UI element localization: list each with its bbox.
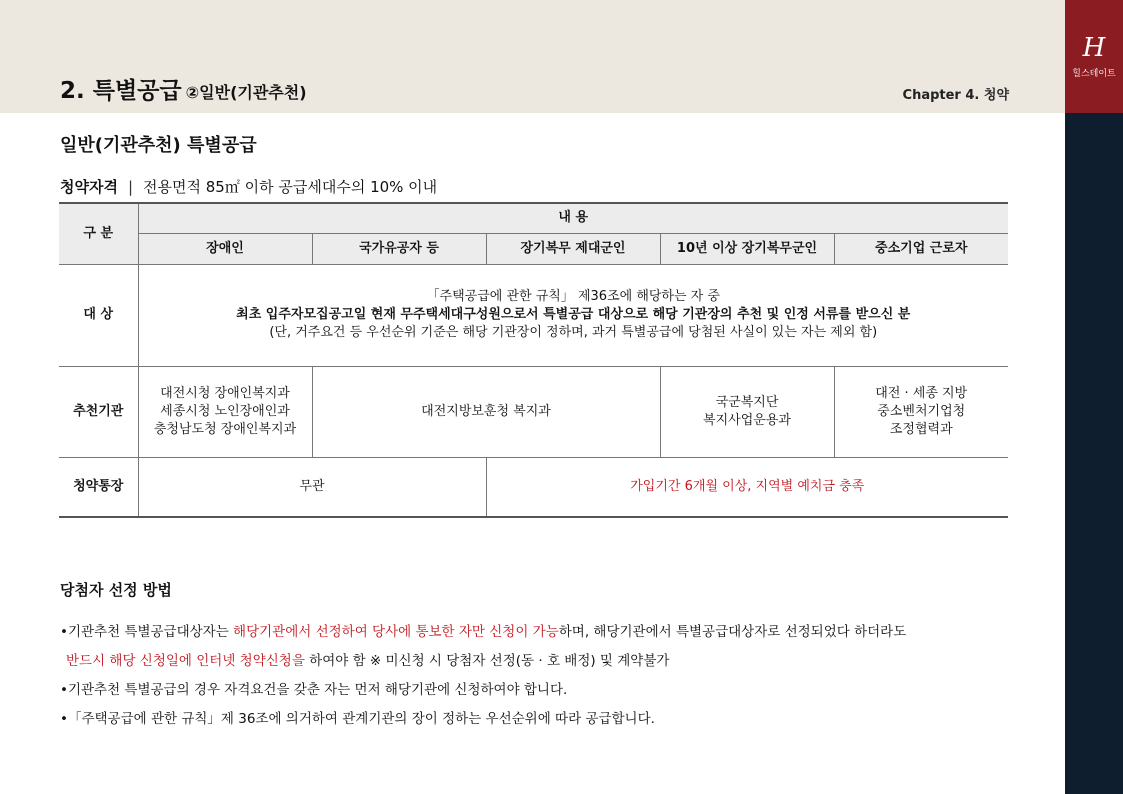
- agency-sme-1: 대전 · 세종 지방: [875, 385, 968, 401]
- qualification-line: [60, 176, 437, 197]
- division-header: 구 분: [59, 203, 138, 264]
- target-content: [138, 264, 1008, 366]
- bullet-2-highlight: 반드시 해당 신청일에 인터넷 청약신청을: [66, 653, 305, 669]
- qualification-text: 전용면적 85㎡ 이하 공급세대수의 10% 이내: [143, 178, 438, 196]
- logo-text: 힐스테이트: [1072, 69, 1116, 79]
- page-subtitle: ②일반(기관추천): [185, 83, 307, 102]
- qualification-label: 청약자격: [60, 178, 118, 196]
- logo-mark-icon: H: [1082, 33, 1106, 63]
- bullet-4: •「주택공급에 관한 규칙」제 36조에 의거하여 관계기관의 장이 정하는 우선순위에 따라 공급합니다.: [60, 711, 655, 727]
- column-veterans: 국가유공자 등: [312, 233, 486, 264]
- bullet-1-cont: [60, 647, 1060, 676]
- method-bullets: [60, 618, 1060, 734]
- content-header: 내 용: [138, 203, 1008, 233]
- column-long-service: 10년 이상 장기복무군인: [660, 233, 834, 264]
- column-discharged: 장기복무 제대군인: [486, 233, 660, 264]
- column-sme-worker: 중소기업 근로자: [834, 233, 1008, 264]
- table-column-row: [59, 233, 1008, 264]
- bullet-1-pre: •기관추천 특별공급대상자는: [60, 624, 234, 640]
- target-line-1: 「주택공급에 관한 규칙」 제36조에 해당하는 자 중: [426, 289, 720, 304]
- bullet-1-post: 하며, 해당기관에서 특별공급대상자로 선정되었다 하더라도: [558, 624, 907, 640]
- agency-military-2: 복지사업운용과: [703, 412, 791, 428]
- page-title-main: 2. 특별공급: [60, 78, 182, 104]
- agency-disabled-2: 세종시청 노인장애인과: [160, 403, 290, 419]
- chapter-label: Chapter 4. 청약: [902, 88, 1009, 103]
- right-sidebar: [1065, 0, 1123, 794]
- header-band: [0, 0, 1065, 113]
- agency-disabled: [138, 366, 312, 457]
- page-title: [60, 72, 307, 105]
- agency-disabled-1: 대전시청 장애인복지과: [160, 385, 290, 401]
- agency-military-1: 국군복지단: [715, 394, 779, 410]
- agency-label: 추천기관: [59, 366, 138, 457]
- agency-sme-3: 조정협력과: [889, 421, 953, 437]
- qualification-separator: |: [127, 178, 134, 196]
- column-disabled: 장애인: [138, 233, 312, 264]
- agency-sme: [834, 366, 1008, 457]
- target-line-2: 최초 입주자모집공고일 현재 무주택세대구성원으로서 특별공급 대상으로 해당 기관장의 추천 및 인정 서류를 받으신 분: [236, 307, 911, 322]
- method-title: 당첨자 선정 방법: [60, 581, 172, 599]
- table-row-target: [59, 264, 1008, 366]
- target-line-3: (단, 거주요건 등 우선순위 기준은 해당 기관장이 정하며, 과거 특별공급에 당첨된 사실이 있는 자는 제외 함): [269, 325, 878, 340]
- agency-military: [660, 366, 834, 457]
- section-title: 일반(기관추천) 특별공급: [60, 135, 257, 156]
- agency-veterans: 대전지방보훈청 복지과: [312, 366, 660, 457]
- bullet-1-highlight: 해당기관에서 선정하여 당사에 통보한 자만 신청이 가능: [233, 624, 559, 640]
- account-none: 무관: [138, 457, 486, 517]
- bullet-1: [60, 618, 1060, 647]
- bullet-3: •기관추천 특별공급의 경우 자격요건을 갖춘 자는 먼저 해당기관에 신청하여야 합니다.: [60, 682, 568, 698]
- brand-logo: [1065, 0, 1123, 113]
- special-supply-table: [59, 202, 1008, 518]
- bullet-2-post: 하여야 함 ※ 미신청 시 당첨자 선정(동 · 호 배정) 및 계약불가: [304, 653, 670, 669]
- table-row-account: [59, 457, 1008, 517]
- account-label: 청약통장: [59, 457, 138, 517]
- agency-sme-2: 중소벤처기업청: [877, 403, 966, 419]
- table-row-agency: [59, 366, 1008, 457]
- target-label: 대 상: [59, 264, 138, 366]
- account-required: 가입기간 6개월 이상, 지역별 예치금 충족: [486, 457, 1008, 517]
- agency-disabled-3: 충청남도청 장애인복지과: [153, 421, 297, 437]
- table-header-row: [59, 203, 1008, 233]
